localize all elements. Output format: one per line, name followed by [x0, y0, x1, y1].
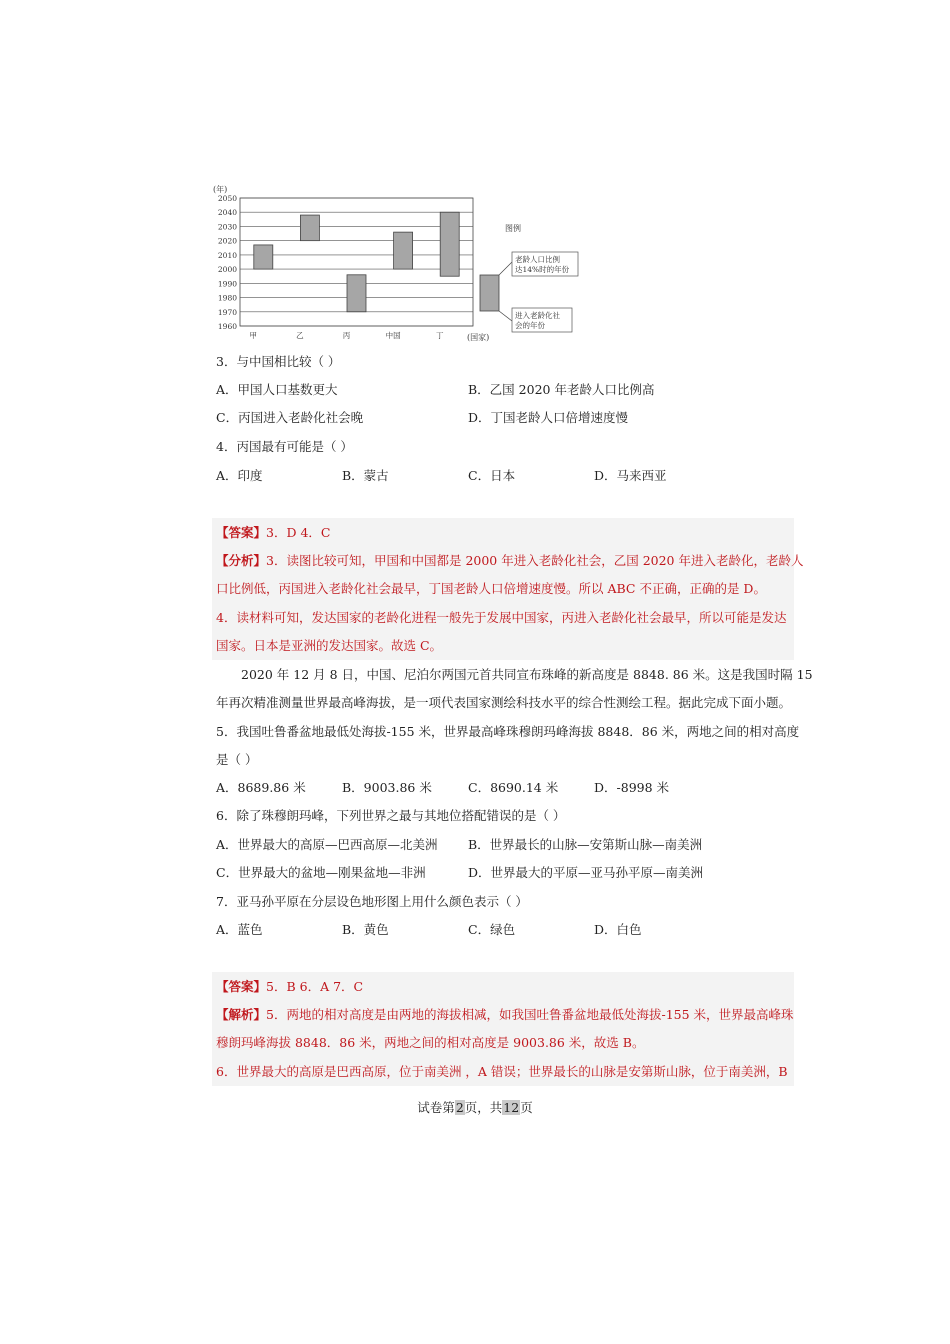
answer-line: [216, 977, 363, 997]
analysis-text-1: 3．读图比较可知，甲国和中国都是 2000 年进入老龄化社会，乙国 2020 年进入老龄化，老龄人: [266, 553, 804, 568]
question-5-line-1: 5．我国吐鲁番盆地最低处海拔-155 米，世界最高峰珠穆朗玛峰海拔 8848．86 米，两地之间的相对高度: [216, 724, 800, 739]
q3-option-c: C．丙国进入老龄化社会晚: [216, 410, 364, 425]
analysis-line-4: 国家。日本是亚洲的发达国家。故选 C。: [216, 638, 443, 653]
y-tick-label: 2010: [217, 250, 237, 260]
legend-bottom-label-1: 进入老龄化社: [515, 311, 560, 320]
question-3: 3．与中国相比较（ ）: [216, 354, 341, 369]
q7-option-b: B．黄色: [342, 922, 389, 937]
explanation-text-1: 5．两地的相对高度是由两地的海拔相减，如我国吐鲁番盆地最低处海拔-155 米，世界最高峰珠: [266, 1007, 794, 1022]
explanation-line-2: 穆朗玛峰海拔 8848．86 米，两地之间的相对高度是 9003.86 米，故选 B。: [216, 1035, 645, 1050]
footer-total-pages: 12: [503, 1100, 520, 1115]
analysis-line-3: 4．读材料可知，发达国家的老龄化进程一般先于发展中国家，丙进入老龄化社会最早，所以可能是发达: [216, 610, 787, 625]
bar-乙: [300, 215, 319, 241]
x-tick-labels: [250, 330, 444, 340]
legend-pointer-bottom: [499, 311, 512, 321]
legend-top-label-2: 达14%时的年份: [515, 265, 570, 274]
q4-option-d: D．马来西亚: [594, 468, 667, 483]
question-5-line-2: 是（ ）: [216, 752, 258, 767]
q3-option-d: D．丁国老龄人口倍增速度慢: [468, 410, 629, 425]
y-tick-label: 1990: [217, 279, 237, 289]
analysis-line-2: 口比例低，丙国进入老龄化社会最早，丁国老龄人口倍增速度慢。所以 ABC 不正确，正确的是 D。: [216, 581, 766, 596]
y-tick-label: 1960: [217, 322, 237, 331]
q5-option-a: A．8689.86 米: [216, 780, 306, 795]
y-tick-label: 1980: [217, 293, 237, 303]
passage-line-1: 2020 年 12 月 8 日，中国、尼泊尔两国元首共同宣布珠峰的新高度是 8848. 86 米。这是我国时隔 15: [241, 667, 813, 682]
answer-text: 5．B 6．A 7．C: [266, 979, 364, 994]
q6-option-b: B．世界最长的山脉—安第斯山脉—南美洲: [468, 837, 703, 852]
q4-option-b: B．蒙古: [342, 468, 389, 483]
q3-option-b: B．乙国 2020 年老龄人口比例高: [468, 382, 655, 397]
bar-甲: [254, 245, 273, 269]
question-6: 6．除了珠穆朗玛峰，下列世界之最与其地位搭配错误的是（ ）: [216, 808, 566, 823]
answer-text: 3．D 4．C: [266, 525, 331, 540]
y-tick-label: 2050: [217, 194, 237, 203]
bar-丙: [347, 275, 366, 312]
chart-bars: [254, 212, 459, 312]
bar-丁: [440, 212, 459, 276]
legend-bar: [480, 275, 499, 311]
footer-suffix: 页: [520, 1100, 533, 1115]
analysis-tag: 【分析】: [216, 553, 267, 568]
x-tick-label: 中国: [385, 331, 401, 340]
q4-option-a: A．印度: [216, 468, 263, 483]
q4-option-c: C．日本: [468, 468, 516, 483]
question-4: 4．丙国最有可能是（ ）: [216, 439, 353, 454]
q5-option-b: B．9003.86 米: [342, 780, 432, 795]
q5-option-c: C．8690.14 米: [468, 780, 559, 795]
x-tick-label: 乙: [296, 331, 304, 340]
answer-box-1: [212, 518, 804, 660]
y-tick-label: 2000: [217, 265, 237, 275]
q6-option-c: C．世界最大的盆地—刚果盆地—非洲: [216, 865, 426, 880]
q6-option-a: A．世界最大的高原—巴西高原—北美洲: [216, 837, 438, 852]
legend-pointer-top: [499, 262, 512, 275]
explanation-line-3: 6．世界最大的高原是巴西高原，位于南美洲 ，A 错误；世界最长的山脉是安第斯山脉，位于南美洲，B: [216, 1064, 788, 1079]
q7-option-d: D．白色: [594, 922, 642, 937]
explanation-tag: 【解析】: [216, 1007, 267, 1022]
passage-line-2: 年再次精准测量世界最高峰海拔，是一项代表国家测绘科技水平的综合性测绘工程。据此完成下面小题。: [216, 695, 792, 710]
q5-option-d: D．-8998 米: [594, 780, 670, 795]
answer-line: [216, 523, 330, 543]
y-unit-label: (年): [213, 185, 228, 194]
y-tick-labels: [218, 194, 237, 331]
legend-top-label-1: 老龄人口比例: [515, 255, 560, 264]
analysis-line-1: [216, 551, 804, 571]
y-tick-label: 1970: [217, 307, 237, 317]
q3-option-a: A．甲国人口基数更大: [216, 382, 338, 397]
bar-中国: [394, 232, 413, 269]
explanation-line-1: [216, 1005, 794, 1025]
answer-tag: 【答案】: [216, 525, 267, 540]
answer-tag: 【答案】: [216, 979, 267, 994]
aging-chart: [205, 180, 605, 345]
q6-option-d: D．世界最大的平原—亚马孙平原—南美洲: [468, 865, 704, 880]
y-tick-label: 2040: [217, 208, 237, 218]
q7-option-c: C．绿色: [468, 922, 516, 937]
q7-option-a: A．蓝色: [216, 922, 263, 937]
footer-middle: 页，共: [464, 1100, 503, 1115]
x-tick-label: 甲: [249, 331, 258, 340]
legend-bottom-label-2: 会的年份: [515, 321, 545, 330]
footer-prefix: 试卷第: [417, 1100, 455, 1115]
answer-box-2: [212, 972, 794, 1086]
x-tick-label: 丙: [342, 331, 351, 340]
question-7: 7．亚马孙平原在分层设色地形图上用什么颜色表示（ ）: [216, 894, 528, 909]
y-tick-label: 2030: [217, 222, 237, 232]
x-tick-label: 丁: [435, 331, 444, 340]
footer-page-number: 2: [455, 1100, 464, 1115]
legend-title: 图例: [505, 224, 521, 233]
x-unit-label: (国家): [467, 333, 490, 342]
page-footer: [0, 1098, 950, 1116]
y-tick-label: 2020: [217, 236, 237, 246]
